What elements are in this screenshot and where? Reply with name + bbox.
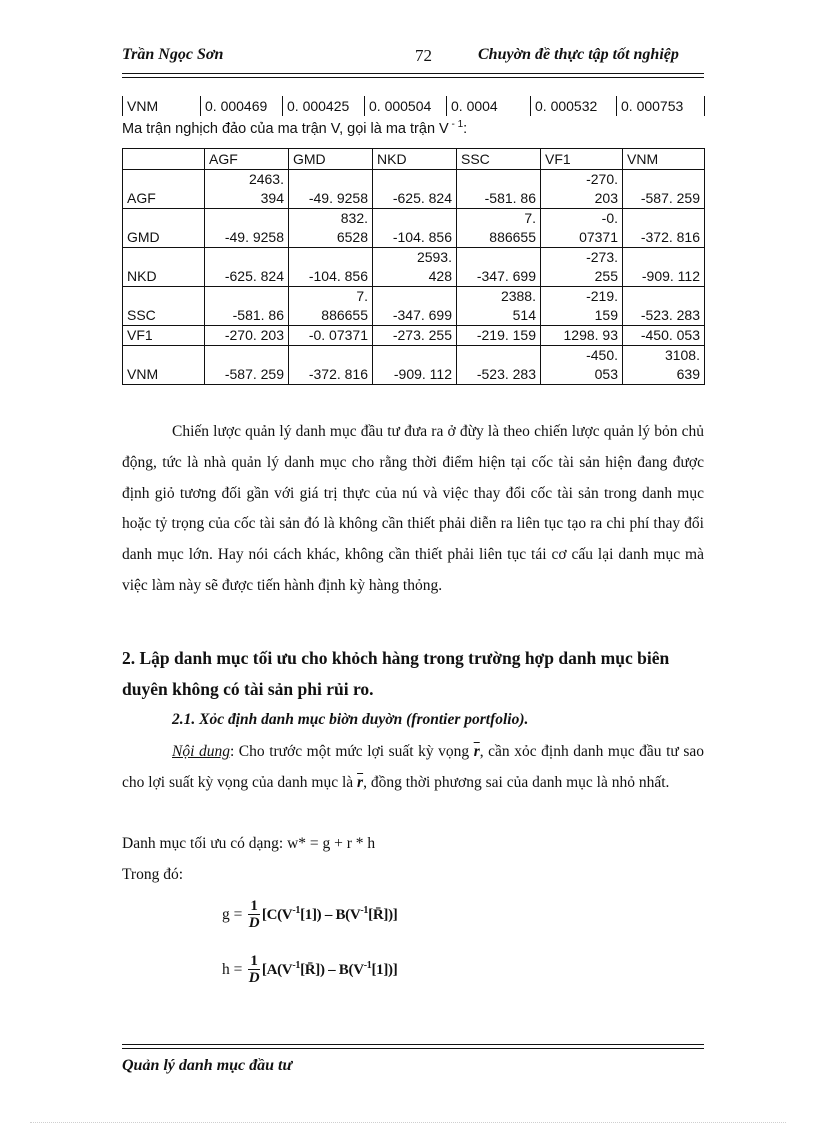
table-cell: -587. 259 xyxy=(623,170,705,209)
table-header-cell: NKD xyxy=(373,149,457,170)
content-label: Nội dung xyxy=(172,743,230,760)
table-cell: -49. 9258 xyxy=(289,170,373,209)
header-rule-thin xyxy=(122,77,704,78)
table-cell: -104. 856 xyxy=(289,248,373,287)
table-row xyxy=(123,248,705,287)
table-header-cell: SSC xyxy=(457,149,541,170)
table-cell: 3108. 639 xyxy=(623,346,705,385)
table-cell: -49. 9258 xyxy=(205,209,289,248)
table-cell: -270. 203 xyxy=(541,170,623,209)
header-title: Chuyờn đề thực tập tốt nghiệp xyxy=(478,46,679,63)
table-cell: 2388. 514 xyxy=(457,287,541,326)
r-bar-symbol: $\overline{r}$ xyxy=(357,773,364,791)
table-cell: -450. 053 xyxy=(623,326,705,346)
header-rule xyxy=(122,73,704,74)
table-header-cell xyxy=(123,149,205,170)
vnm-row-cell: 0. 000504 xyxy=(364,96,446,116)
table-cell: 7. 886655 xyxy=(289,287,373,326)
table-cell: -372. 816 xyxy=(289,346,373,385)
r-bar-symbol: $\overline{r}$ xyxy=(473,743,480,760)
table-cell: -219. 159 xyxy=(541,287,623,326)
vnm-row-cell: 0. 000469 xyxy=(200,96,282,116)
table-cell: -372. 816 xyxy=(623,209,705,248)
table-row xyxy=(123,346,705,385)
table-row xyxy=(123,170,705,209)
table-header-cell: GMD xyxy=(289,149,373,170)
table-cell: 832. 6528 xyxy=(289,209,373,248)
optimal-portfolio-line: Danh mục tối ưu có dạng: w* = g + r * h xyxy=(122,835,376,852)
vnm-row-cell: 0. 000532 xyxy=(530,96,616,116)
table-cell: -273. 255 xyxy=(541,248,623,287)
table-row xyxy=(123,287,705,326)
matrix-caption: Ma trận nghịch đảo của ma trận V, gọi là ma trận V $^{- 1}$: xyxy=(122,119,468,137)
page-number: 72 xyxy=(415,46,432,65)
table-cell: -625. 824 xyxy=(373,170,457,209)
table-cell: -523. 283 xyxy=(457,346,541,385)
table-cell: -347. 699 xyxy=(373,287,457,326)
table-header-cell: AGF xyxy=(205,149,289,170)
footer-title: Quản lý danh mục đầu tư xyxy=(122,1057,293,1074)
table-cell: -909. 112 xyxy=(623,248,705,287)
table-row xyxy=(123,209,705,248)
row-label: NKD xyxy=(123,248,205,287)
footer-rule xyxy=(122,1048,704,1049)
table-cell: -219. 159 xyxy=(457,326,541,346)
table-cell: -523. 283 xyxy=(623,287,705,326)
table-cell: -581. 86 xyxy=(205,287,289,326)
table-cell: -104. 856 xyxy=(373,209,457,248)
table-cell: -625. 824 xyxy=(205,248,289,287)
vnm-row-cell: 0. 000425 xyxy=(282,96,364,116)
inverse-matrix-table xyxy=(122,148,705,385)
formula-g: g = $\frac{1}{D}$ [$C(V^{-1}[1])$ – $B(V^{-1}[R̄])$] xyxy=(222,898,398,931)
content-paragraph: Nội dung: Cho trước một mức lợi suất kỳ vọng $\overline{r}$, cần xỏc định danh mục đầu tư sao cho lợi suất kỳ vọng của danh mục là $\overline{r}$, đồng thời phương sai của danh mục là nhỏ nhất. xyxy=(122,743,704,791)
table-cell: -273. 255 xyxy=(373,326,457,346)
table-cell: 1298. 93 xyxy=(541,326,623,346)
where-line: Trong đó: xyxy=(122,866,184,883)
table-cell: 2593. 428 xyxy=(373,248,457,287)
section-2-heading: 2. Lập danh mục tối ưu cho khỏch hàng trong trường hợp danh mục biên duyên không có tài sản phi rủi ro. xyxy=(122,648,670,699)
row-label: GMD xyxy=(123,209,205,248)
row-label: VNM xyxy=(123,346,205,385)
footer-rule-thin xyxy=(122,1044,704,1045)
table-cell: -587. 259 xyxy=(205,346,289,385)
vnm-row-cell: 0. 000753 xyxy=(616,96,704,116)
row-label: SSC xyxy=(123,287,205,326)
table-cell: 2463. 394 xyxy=(205,170,289,209)
table-cell: -0. 07371 xyxy=(289,326,373,346)
row-label: AGF xyxy=(123,170,205,209)
table-header-row xyxy=(123,149,705,170)
table-cell: -450. 053 xyxy=(541,346,623,385)
table-cell: -270. 203 xyxy=(205,326,289,346)
row-label: VF1 xyxy=(123,326,205,346)
table-row xyxy=(123,326,705,346)
header-author: Trần Ngọc Sơn xyxy=(122,46,224,63)
table-cell: -909. 112 xyxy=(373,346,457,385)
table-cell: -347. 699 xyxy=(457,248,541,287)
strategy-paragraph: Chiến lược quản lý danh mục đầu tư đưa ra ở đừy là theo chiến lược quản lý bỏn chủ động, tức là nhà quản lý danh mục cho rằng thời điểm hiện tại cốc tài sản hiện đang được định giỏ tương đối gần với giá trị thực của nú và việc thay đổi cốc tài sản trong danh mục hoặc tỷ trọng của cốc tài sản đó là không cần thiết phải diễn ra liên tục tạo ra chi phí thay đổi danh mục lớn. Hay nói cách khác, không cần thiết phải liên tục tái cơ cấu lại danh mục mà việc làm này sẽ được tiến hành định kỳ hàng thỏng. xyxy=(122,423,704,594)
table-header-cell: VF1 xyxy=(541,149,623,170)
table-cell: -0. 07371 xyxy=(541,209,623,248)
vnm-row-cell: 0. 0004 xyxy=(446,96,530,116)
section-2-1-heading: 2.1. Xỏc định danh mục biờn duyờn (frontier portfolio). xyxy=(172,711,529,728)
vnm-row-label: VNM xyxy=(122,96,200,116)
formula-h: h = $\frac{1}{D}$ $[A(V^{-1}[R̄]) - B(V^{-1}[1])]$ xyxy=(222,953,398,986)
table-cell: -581. 86 xyxy=(457,170,541,209)
table-header-cell: VNM xyxy=(623,149,705,170)
table-cell: 7. 886655 xyxy=(457,209,541,248)
